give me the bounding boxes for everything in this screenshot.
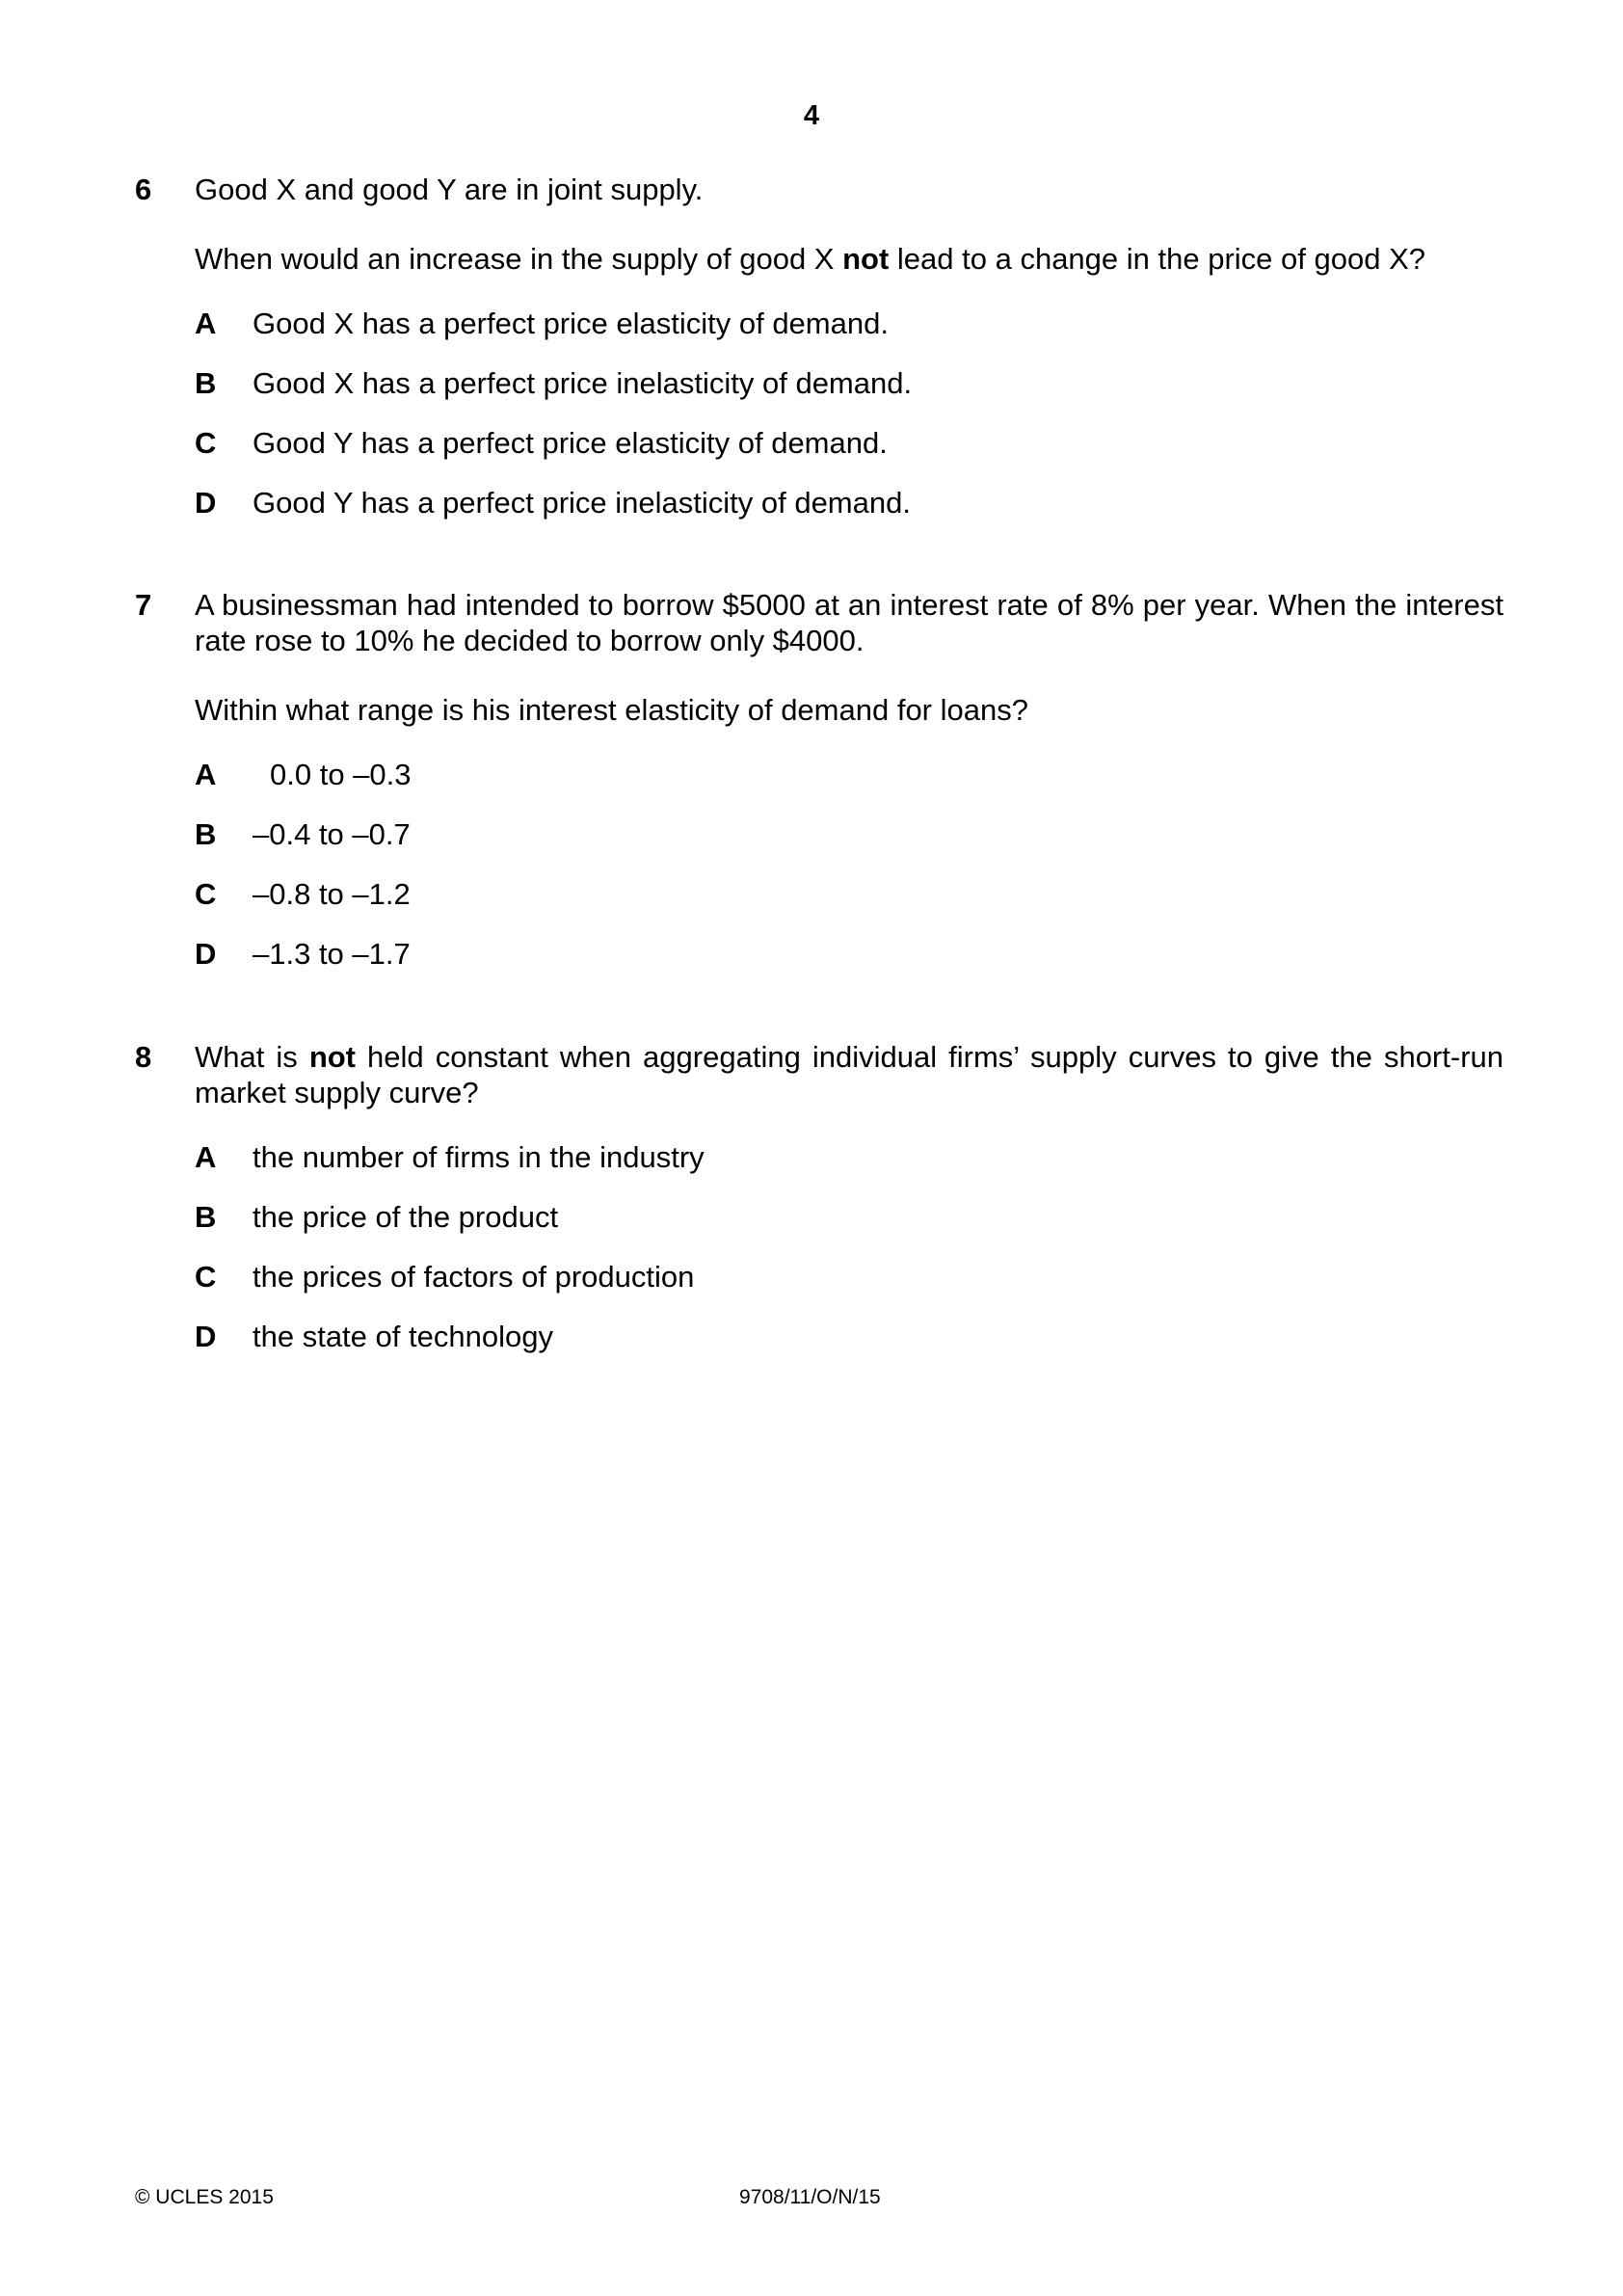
question-number: 7 <box>135 588 152 622</box>
option-text: Good Y has a perfect price inelasticity of demand. <box>253 486 911 520</box>
option-c: C –0.8 to –1.2 <box>195 877 411 911</box>
option-a: A Good X has a perfect price elasticity of demand. <box>195 307 889 340</box>
option-text: the prices of factors of production <box>253 1260 695 1294</box>
page-number: 4 <box>803 100 820 131</box>
option-d: D Good Y has a perfect price inelasticity of demand. <box>195 486 911 520</box>
question-stem: Good X and good Y are in joint supply. <box>195 173 704 206</box>
option-b: B Good X has a perfect price inelasticity of demand. <box>195 366 913 400</box>
footer-paper-code: 9708/11/O/N/15 <box>739 2186 881 2208</box>
question-number: 8 <box>135 1040 152 1074</box>
option-c: C Good Y has a perfect price elasticity of demand. <box>195 426 888 460</box>
question-number: 6 <box>135 173 152 206</box>
option-a: A 0.0 to –0.3 <box>195 758 412 791</box>
question-8 <box>135 1039 1503 1354</box>
question-7 <box>135 587 1503 972</box>
option-text: Good X has a perfect price inelasticity of demand. <box>253 366 913 400</box>
emphasis-not: not <box>308 1040 357 1074</box>
question-prompt: Within what range is his interest elasticity of demand for loans? <box>195 693 1028 727</box>
option-text: the price of the product <box>253 1200 559 1234</box>
footer-copyright: © UCLES 2015 <box>135 2186 274 2208</box>
emphasis-not: not <box>842 242 890 276</box>
option-text: the state of technology <box>253 1320 553 1353</box>
answer-options <box>195 757 1503 972</box>
option-b: B the price of the product <box>195 1200 559 1234</box>
option-b: B –0.4 to –0.7 <box>195 817 411 851</box>
option-text: –0.4 to –0.7 <box>253 817 411 851</box>
answer-options <box>195 306 1503 521</box>
option-text: the number of firms in the industry <box>253 1140 705 1174</box>
option-c: C the prices of factors of production <box>195 1260 695 1294</box>
option-d: D –1.3 to –1.7 <box>195 937 411 971</box>
question-6 <box>135 172 1503 521</box>
option-text: –1.3 to –1.7 <box>253 937 411 971</box>
answer-options <box>195 1139 1503 1354</box>
option-text: 0.0 to –0.3 <box>270 758 412 791</box>
question-stem: What is not held constant when aggregating individual firms’ supply curves to give the short-run market supply curve? <box>195 1040 1503 1109</box>
question-stem: A businessman had intended to borrow $5000 at an interest rate of 8% per year. When the interest rate rose to 10% he decided to borrow only $4000. <box>195 588 1503 657</box>
option-d: D the state of technology <box>195 1320 553 1353</box>
option-a: A the number of firms in the industry <box>195 1140 705 1174</box>
option-text: Good Y has a perfect price elasticity of demand. <box>253 426 888 460</box>
option-text: Good X has a perfect price elasticity of demand. <box>253 307 889 340</box>
question-prompt: When would an increase in the supply of good X not lead to a change in the price of good X? <box>195 242 1425 276</box>
option-text: –0.8 to –1.2 <box>253 877 411 911</box>
